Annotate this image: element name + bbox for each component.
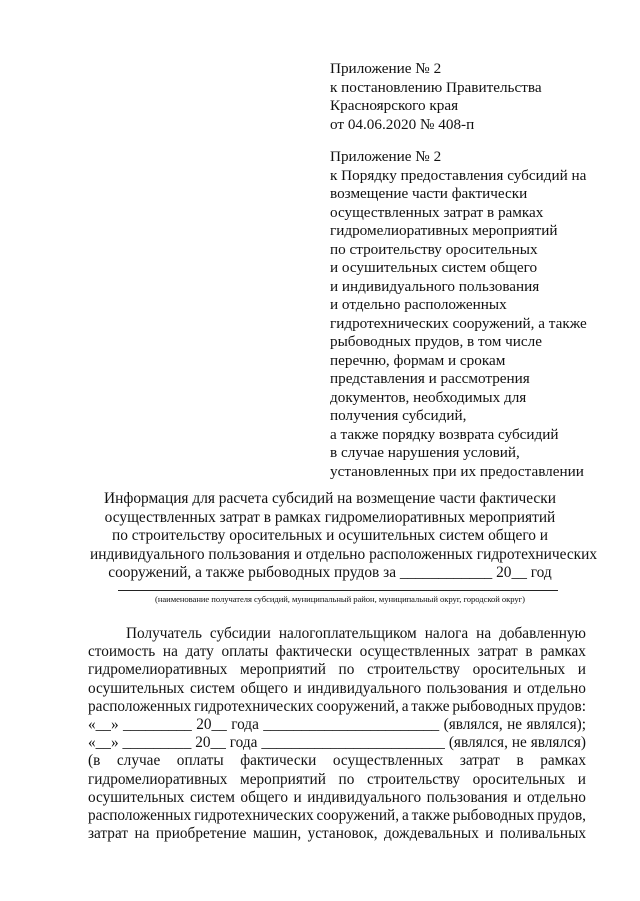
body-word: пользования	[426, 788, 508, 806]
body-line	[88, 625, 586, 643]
appendix-line: рыбоводных прудов, в том числе	[330, 333, 542, 350]
body-word: осушительных	[88, 788, 185, 806]
body-word: и	[293, 679, 302, 697]
body-line	[88, 807, 586, 825]
body-word: (являлся,	[443, 716, 503, 734]
body-line	[88, 771, 586, 789]
body-line	[88, 680, 586, 698]
body-word: фактически	[275, 643, 352, 661]
body-word: не	[507, 716, 523, 734]
body-word: оплаты	[221, 643, 269, 661]
body-word: ________________________	[261, 734, 445, 752]
body-word: строительству	[367, 661, 461, 679]
body-word: систем	[189, 788, 235, 806]
body-word: по	[338, 661, 355, 679]
body-word: налога	[424, 625, 469, 642]
appendix-line: осуществленных затрат в рамках	[330, 203, 544, 221]
body-line	[88, 752, 586, 770]
body-word: и	[513, 788, 522, 806]
body-word: «__»	[88, 734, 119, 752]
recipient-caption: (наименование получателя субсидий, муниципальный район, муниципальный округ, городской округ)	[155, 594, 525, 604]
body-word: поливальных	[499, 825, 586, 843]
body-word: также	[411, 697, 450, 715]
body-word: рыбоводных	[452, 697, 534, 715]
body-word: мероприятий	[240, 661, 326, 679]
body-word: рыбоводных	[452, 807, 535, 825]
body-word: пользования	[426, 679, 508, 697]
body-word: и	[293, 788, 302, 806]
body-word: на	[162, 643, 178, 661]
body-word: и	[577, 661, 586, 679]
body-word: налогоплательщиком	[278, 625, 417, 642]
appendix-line: гидротехнических сооружений, а также	[330, 314, 587, 332]
body-word: также	[411, 807, 450, 825]
body-word: не	[511, 734, 527, 752]
appendix-line: от 04.06.2020 № 408-п	[330, 115, 475, 133]
body-word: 20__	[196, 716, 227, 734]
body-word: гидротехнических	[194, 697, 314, 715]
body-word: осуществленных	[332, 752, 444, 770]
appendix-line: к постановлению Правительства	[330, 78, 542, 96]
appendix-line: гидромелиоративных мероприятий	[330, 222, 558, 239]
body-word: являлся);	[526, 716, 586, 734]
body-line	[88, 734, 586, 752]
body-word: отдельно	[526, 788, 586, 806]
body-word: (являлся,	[448, 734, 508, 752]
appendix-line: Приложение № 2	[330, 148, 442, 165]
body-word: и	[513, 679, 522, 697]
body-word: дождевальных	[383, 825, 479, 843]
body-word: приобретение	[155, 825, 247, 843]
appendix-line: получения субсидий,	[330, 407, 467, 424]
title-line: Информация для расчета субсидий на возмещение части фактически	[104, 490, 556, 507]
appendix-line: в случае нарушения условий,	[330, 444, 520, 461]
title-line: сооружений, а также рыбоводных прудов за ____________ 20__ год	[108, 564, 552, 582]
body-line	[88, 661, 586, 679]
body-word: _________	[122, 716, 192, 734]
body-word: в	[516, 752, 524, 770]
body-word: добавленную	[499, 625, 586, 642]
body-word: гидромелиоративных	[88, 770, 228, 788]
body-word: сооружений,	[316, 807, 400, 825]
body-word: и	[577, 770, 586, 788]
body-word: прудов:	[536, 697, 586, 715]
body-paragraph	[88, 625, 586, 843]
body-word: строительству	[367, 770, 461, 788]
body-word: года	[231, 716, 259, 734]
body-word: _________	[122, 734, 192, 752]
appendix-line: и осушительных систем общего	[330, 259, 538, 276]
appendix-line: и индивидуального пользования	[330, 277, 540, 295]
body-word: затрат	[477, 643, 518, 661]
body-word: систем	[189, 679, 235, 697]
body-word: оросительных	[472, 770, 566, 788]
appendix-line: а также порядку возврата субсидий	[330, 425, 559, 443]
body-line	[88, 789, 586, 807]
appendix-line: Приложение № 2	[330, 60, 442, 77]
title-line: индивидуального пользования и отдельно расположенных гидротехнических	[90, 545, 598, 563]
body-word: затрат	[459, 752, 500, 770]
appendix-line: Красноярского края	[330, 97, 459, 114]
body-word: общего	[240, 679, 288, 697]
body-word: мероприятий	[240, 770, 326, 788]
appendix-line: и отдельно расположенных	[330, 296, 507, 313]
body-line	[88, 643, 586, 661]
body-word: в	[525, 643, 533, 661]
body-word: осушительных	[88, 679, 185, 697]
appendix-header-procedure	[330, 148, 630, 481]
body-word: гидромелиоративных	[88, 661, 228, 679]
body-word: затрат	[88, 825, 129, 843]
body-word: 20__	[195, 734, 226, 752]
body-word: общего	[240, 788, 288, 806]
body-word: и	[485, 825, 494, 843]
recipient-name-line	[118, 590, 558, 591]
body-word: сооружений,	[316, 697, 399, 715]
title-line: осуществленных затрат в рамках гидромелиоративных мероприятий	[104, 508, 556, 526]
body-word: отдельно	[526, 679, 586, 697]
body-word: расположенных	[88, 697, 192, 715]
body-word: случае	[116, 752, 161, 770]
appendix-line: возмещение части фактически	[330, 185, 528, 202]
body-word: являлся)	[530, 734, 586, 752]
body-word: машин,	[252, 825, 302, 843]
appendix-line: документов, необходимых для	[330, 388, 527, 406]
body-word: «__»	[88, 716, 119, 734]
body-word: индивидуального	[307, 788, 422, 806]
body-word: установок,	[307, 825, 378, 843]
body-word: (в	[88, 752, 101, 770]
body-line	[88, 698, 586, 716]
body-line	[88, 716, 586, 734]
body-line	[88, 825, 586, 843]
body-word: рамках	[540, 643, 586, 661]
body-word: оросительных	[472, 661, 566, 679]
appendix-header-resolution	[330, 60, 630, 134]
body-word: индивидуального	[307, 679, 422, 697]
appendix-line: по строительству оросительных	[330, 240, 538, 258]
body-word: гидротехнических	[194, 807, 314, 825]
body-word: расположенных	[88, 807, 192, 825]
body-word: субсидии	[209, 625, 271, 642]
body-word: Получатель	[126, 625, 202, 642]
body-word: дату	[185, 643, 214, 661]
appendix-line: представления и рассмотрения	[330, 370, 530, 387]
body-word: осуществленных	[359, 643, 471, 661]
body-word: оплаты	[176, 752, 224, 770]
appendix-line: к Порядку предоставления субсидий на	[330, 166, 587, 184]
body-word: _______________________	[263, 716, 440, 734]
body-word: на	[134, 825, 150, 843]
body-word: стоимость	[88, 643, 156, 661]
body-word: на	[476, 625, 492, 642]
body-word: а	[401, 697, 409, 715]
body-word: а	[401, 807, 409, 825]
body-word: фактически	[240, 752, 317, 770]
body-word: рамках	[540, 752, 586, 770]
body-word: прудов,	[537, 807, 586, 825]
title-line: по строительству оросительных и осушительных систем общего и	[111, 527, 549, 545]
appendix-line: установленных при их предоставлении	[330, 462, 584, 480]
body-word: года	[229, 734, 258, 752]
document-title	[90, 490, 598, 583]
appendix-line: перечню, формам и срокам	[330, 351, 506, 369]
body-word: по	[338, 770, 355, 788]
